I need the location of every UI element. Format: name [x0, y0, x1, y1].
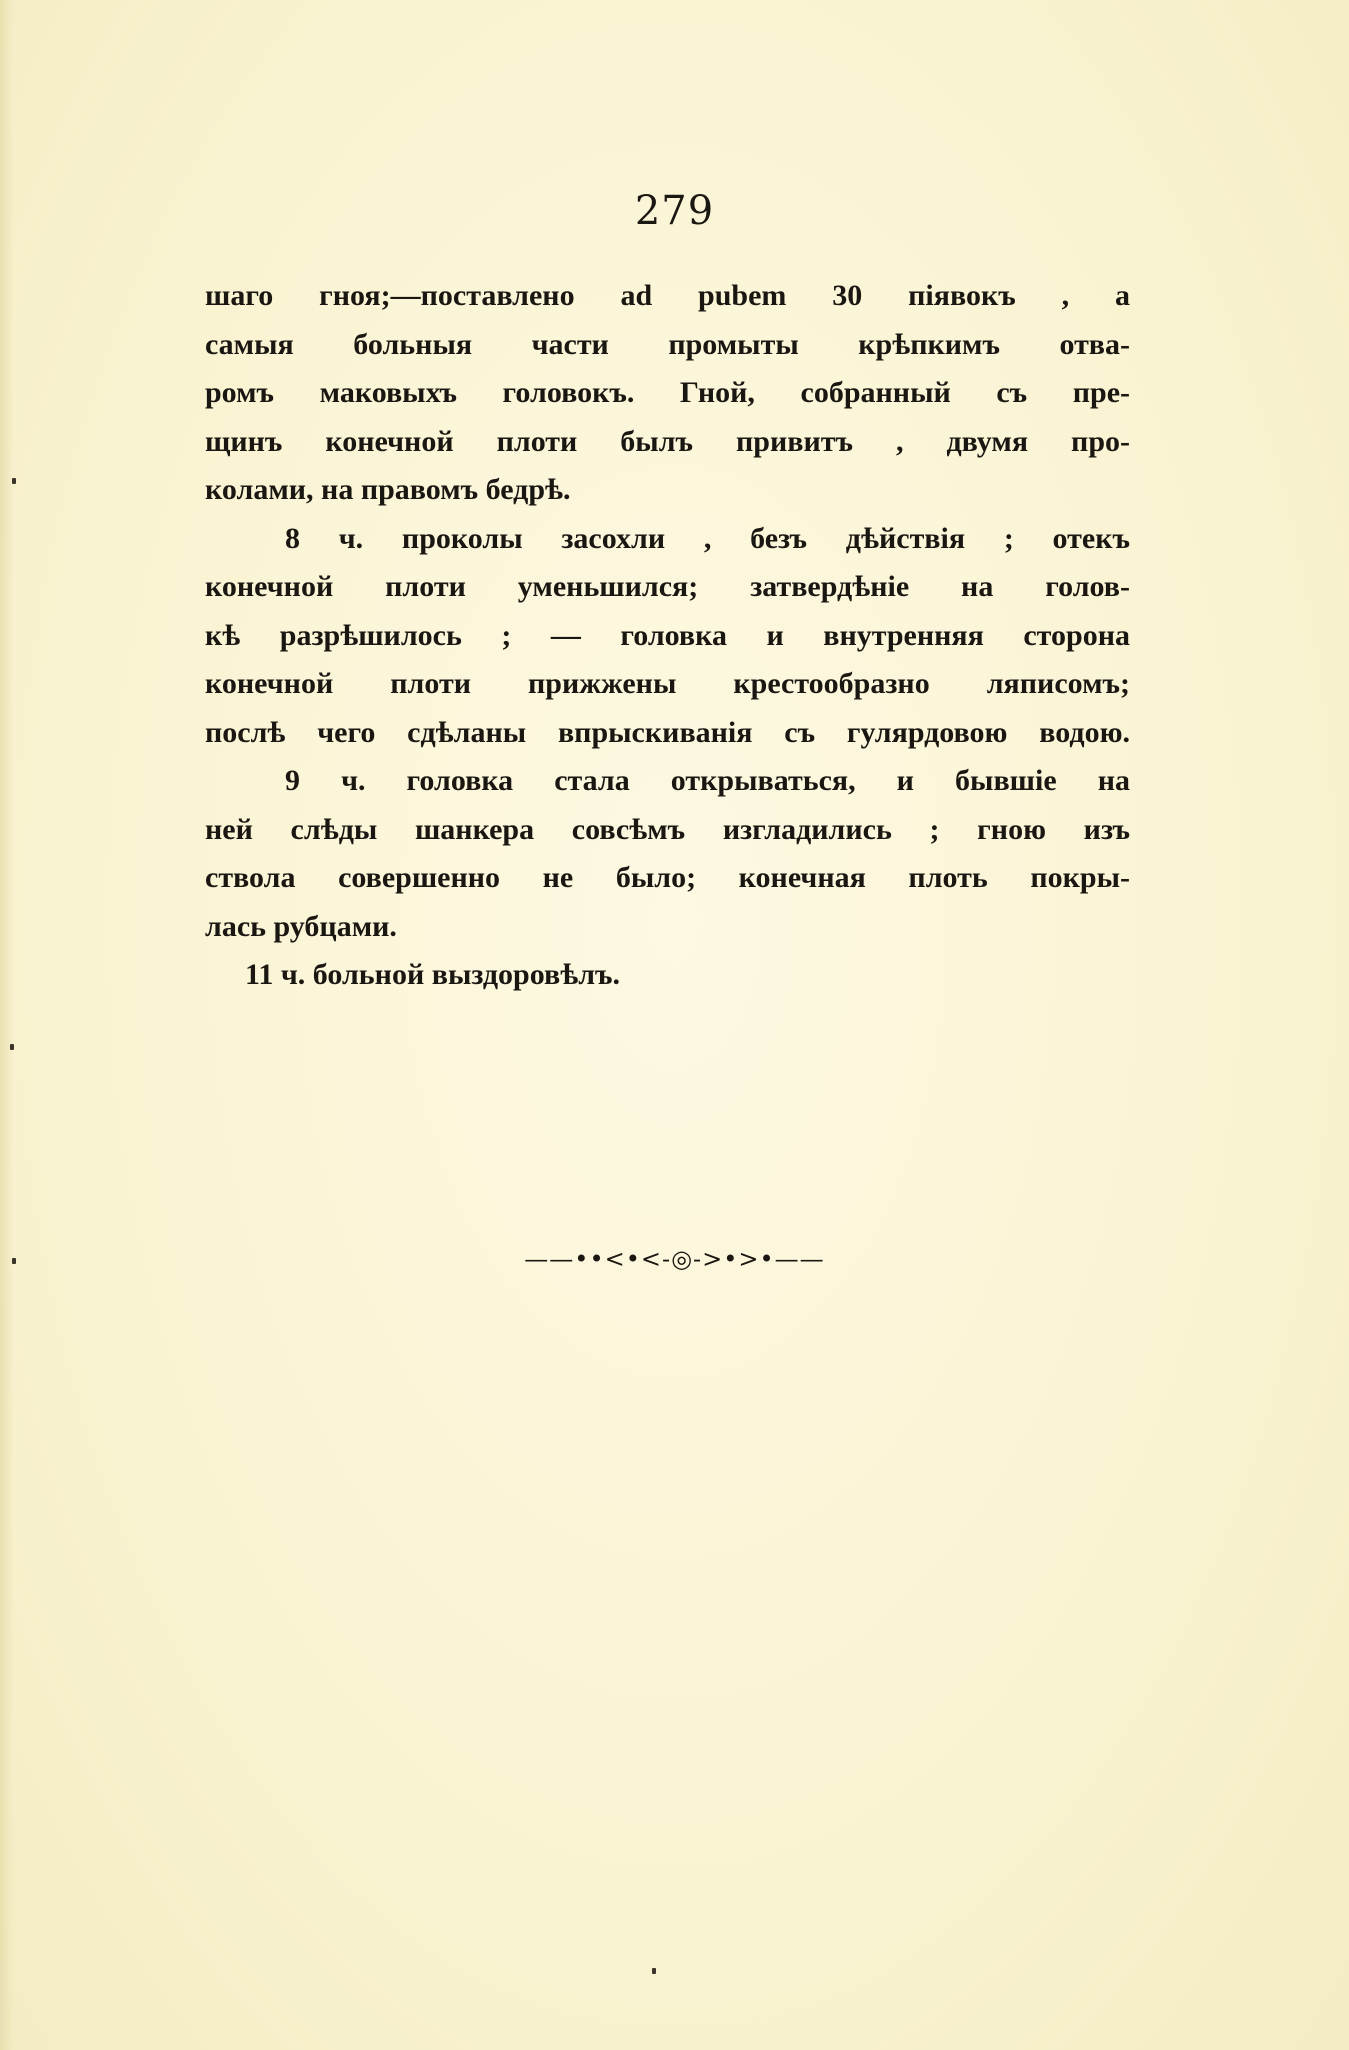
page-number: 279 [634, 188, 715, 234]
text-line: ромъ маковыхъ головокъ. Гной, собранный съ пре- [205, 376, 1130, 409]
text-line: послѣ чего сдѣланы впрыскиванія съ гулярдовою водою. [205, 715, 1130, 749]
print-speck [12, 478, 16, 484]
text-line: лась рубцами. [205, 909, 397, 943]
text-line: конечной плоти прижжены крестообразно ляписомъ; [205, 667, 1130, 700]
print-speck [652, 1968, 656, 1974]
print-speck [10, 1044, 14, 1050]
text-line: ствола совершенно не было; конечная плоть покры- [205, 861, 1130, 894]
page-edge-shadow [0, 0, 14, 2050]
section-ornament: ——••<•<-◎->•>•—— [524, 1245, 825, 1273]
text-line: 8 ч. проколы засохли , безъ дѣйствія ; отекъ [285, 521, 1130, 555]
text-line: колами, на правомъ бедрѣ. [205, 473, 571, 506]
print-speck [12, 1258, 16, 1264]
text-line: кѣ разрѣшилось ; — головка и внутренняя сторона [205, 618, 1130, 652]
text-line: конечной плоти уменьшился; затвердѣніе на голов- [205, 570, 1130, 603]
body-text [205, 272, 1130, 1000]
text-line: шаго гноя;—поставлено ad pubem 30 піявокъ , а [205, 279, 1130, 312]
text-line: самыя больныя части промыты крѣпкимъ отва- [205, 327, 1130, 361]
text-line: ней слѣды шанкера совсѣмъ изгладились ; гною изъ [205, 812, 1130, 846]
text-line: 11 ч. больной выздоровѣлъ. [245, 958, 621, 991]
text-line: щинъ конечной плоти былъ привитъ , двумя про- [205, 424, 1130, 458]
text-line: 9 ч. головка стала открываться, и бывшіе на [285, 764, 1130, 797]
